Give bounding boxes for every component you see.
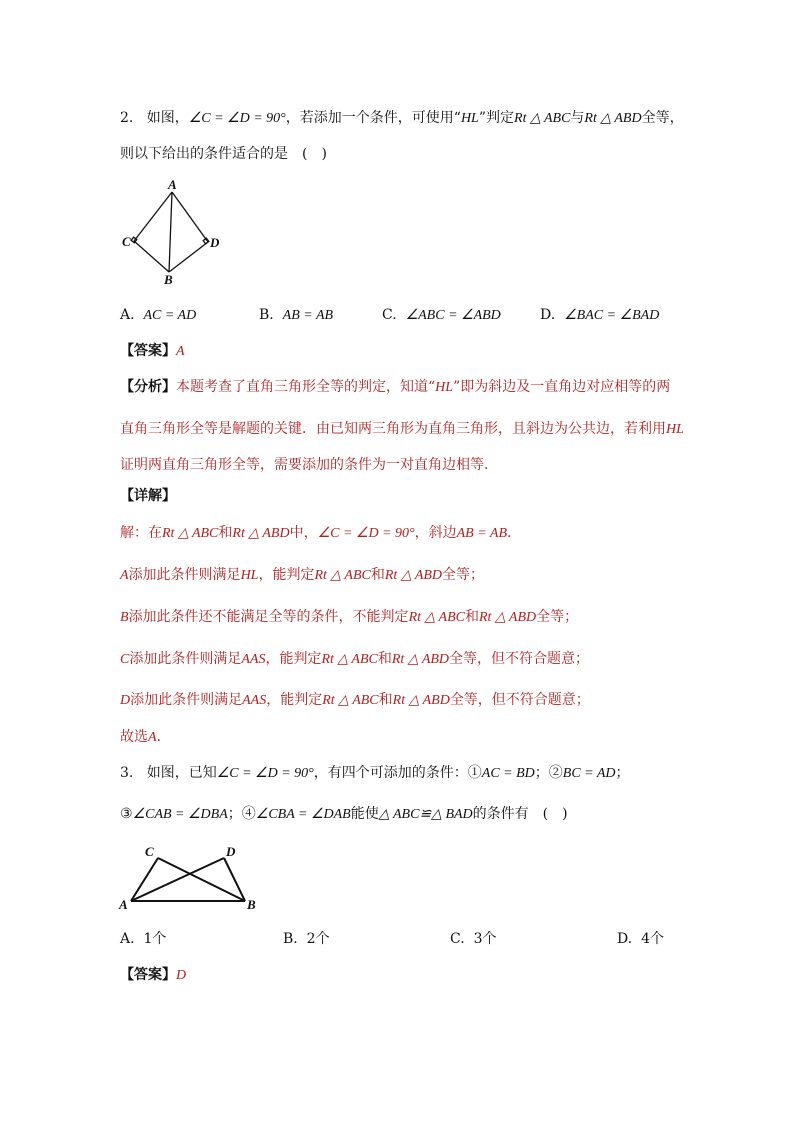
- q3-answer-line: [120, 965, 186, 986]
- q3-label-c: C: [145, 844, 154, 859]
- q2-seg-cb: [134, 241, 169, 272]
- q2-stem-a: 如图，: [146, 110, 189, 126]
- q2-option-a: [120, 305, 196, 326]
- q2-tri1: Rt △ ABC: [514, 111, 571, 126]
- q2-line-a-tri1: Rt △ ABC: [314, 568, 371, 583]
- q2-label-d: D: [210, 235, 220, 250]
- q2-sol-pre: 解：在: [120, 525, 162, 541]
- q2-analysis1b: ”即为斜边及一直角边对应相等的两: [453, 379, 671, 395]
- q2-analysis2a: 直角三角形全等是解题的关键．由已知两三角形为直角三角形，且斜边为公共边，若利用: [120, 421, 666, 437]
- q2-analysis-line2: [120, 419, 684, 440]
- q2-line-b-and: 和: [464, 609, 479, 625]
- q2-sol-c2: ，斜边: [414, 525, 457, 541]
- q2-solution-line: [120, 523, 521, 544]
- q3-c1: AC = BD: [481, 766, 535, 781]
- q2-line-d-tri2: Rt △ ABD: [392, 693, 450, 708]
- q2-option-d-text: ∠BAC = ∠BAD: [564, 308, 660, 323]
- q2-line-a-t3: 全等；: [442, 567, 485, 583]
- q2-line-b: [120, 607, 578, 628]
- q3-line2-a: ③: [120, 806, 133, 822]
- q2-sol-end: ．: [507, 525, 522, 541]
- q2-seg-ad: [172, 192, 208, 242]
- q3-option-a: [120, 929, 166, 949]
- q3-sep2: ；: [615, 765, 630, 781]
- q2-detail-tag: 【详解】: [120, 488, 176, 504]
- q3-option-d-letter: D.: [617, 931, 633, 947]
- q3-line2-c: 的条件有 ( ): [472, 806, 568, 822]
- q2-line-c-t2: ，能判定: [265, 651, 322, 667]
- q3-seg-db: [224, 858, 245, 901]
- q2-option-c-text: ∠ABC = ∠ABD: [405, 308, 501, 323]
- q2-line-a-rule: HL: [240, 568, 259, 583]
- q3-seg-cb: [158, 858, 245, 901]
- q3-sep1: ；②: [534, 765, 563, 781]
- q2-option-b-letter: B.: [259, 307, 274, 323]
- q2-analysis-line3: [120, 455, 498, 475]
- q2-line-d-letter: D: [120, 693, 131, 708]
- q2-line-a: [120, 565, 484, 586]
- q3-stem-line2: [120, 804, 568, 825]
- q2-sol-and: 和: [218, 525, 233, 541]
- q2-choose: A: [148, 730, 157, 745]
- q3-option-c: [450, 929, 497, 949]
- q2-line-b-t1: 添加此条件还不能满足全等的条件，不能判定: [128, 609, 409, 625]
- q2-stem-b: ，若添加一个条件，可使用“: [285, 110, 461, 126]
- q3-option-a-text: 1个: [143, 931, 167, 947]
- q2-line-d-t1: 添加此条件则满足: [130, 692, 243, 708]
- q2-condition: ∠C = ∠D = 90°: [188, 111, 286, 126]
- q2-answer: A: [176, 344, 185, 359]
- q3-condition: ∠C = ∠D = 90°: [216, 766, 314, 781]
- q2-option-b: [259, 305, 333, 326]
- q2-choose-pre: 故选: [120, 729, 148, 745]
- q2-detail-tag-line: [120, 486, 176, 506]
- q2-label-c: C: [122, 234, 131, 249]
- q3-figure: [116, 838, 266, 918]
- q2-answer-line: [120, 341, 185, 362]
- q2-line-d-and: 和: [378, 692, 393, 708]
- q3-option-c-letter: C.: [450, 931, 465, 947]
- q3-label-a: A: [119, 897, 128, 912]
- q2-number: 2.: [120, 110, 134, 126]
- q2-line-a-letter: A: [120, 568, 129, 583]
- q3-c2: BC = AD: [562, 766, 616, 781]
- q2-line-c-and: 和: [377, 651, 392, 667]
- q3-option-b: [283, 929, 330, 949]
- q2-line-c-rule: AAS: [241, 652, 266, 667]
- q2-figure-lines: [131, 192, 209, 272]
- q2-seg-ab: [169, 192, 172, 272]
- q2-seg-ac: [134, 192, 172, 241]
- q2-line-b-letter: B: [120, 610, 129, 625]
- q3-option-d: [617, 929, 664, 949]
- q2-option-c-letter: C.: [382, 307, 397, 323]
- q2-stem-d: 与: [570, 110, 585, 126]
- q2-line-c-tri1: Rt △ ABC: [321, 652, 378, 667]
- q2-line-a-tri2: Rt △ ABD: [384, 568, 443, 583]
- q3-option-c-text: 3个: [473, 931, 497, 947]
- q2-sol-mid: 中，: [289, 525, 318, 541]
- q2-line-b-t3: 全等；: [536, 609, 579, 625]
- q2-seg-db: [169, 242, 208, 272]
- q3-stem-line1: [120, 763, 630, 784]
- q2-line-a-t1: 添加此条件则满足: [128, 567, 241, 583]
- q2-answer-tag: 【答案】: [120, 343, 176, 359]
- q2-hl: HL: [460, 111, 479, 126]
- q2-analysis3: 证明两直角三角形全等，需要添加的条件为一对直角边相等．: [120, 457, 498, 473]
- q3-c3: ∠CAB = ∠DBA: [132, 807, 228, 822]
- q2-analysis-tag: 【分析】: [120, 379, 176, 395]
- q2-line-c-letter: C: [120, 652, 130, 667]
- q2-option-d: [540, 305, 659, 326]
- q2-line-c: [120, 649, 589, 670]
- q2-line-c-tri2: Rt △ ABD: [391, 652, 450, 667]
- q3-option-d-text: 4个: [641, 931, 665, 947]
- q3-option-b-letter: B.: [283, 931, 298, 947]
- q2-line-d-rule: AAS: [242, 693, 267, 708]
- q2-line-a-t2: ，能判定: [258, 567, 315, 583]
- q3-stem-b: ，有四个可添加的条件：①: [313, 765, 482, 781]
- q2-option-b-text: AB = AB: [282, 308, 334, 323]
- q3-line2-b: 能使: [350, 806, 379, 822]
- q2-option-c: [382, 305, 501, 326]
- q3-label-d: D: [226, 844, 236, 859]
- q3-answer-tag: 【答案】: [120, 967, 176, 983]
- q3-c4: ∠CBA = ∠DAB: [255, 807, 351, 822]
- q2-line-b-tri1: Rt △ ABC: [408, 610, 465, 625]
- q3-stem-a: 如图，已知: [146, 765, 217, 781]
- q2-option-a-text: AC = AD: [143, 308, 197, 323]
- q2-figure: [118, 172, 228, 288]
- q3-answer: D: [176, 968, 187, 983]
- q2-analysis1a: 本题考查了直角三角形全等的判定，知道“: [176, 379, 436, 395]
- q2-tri2: Rt △ ABD: [584, 111, 642, 126]
- q3-option-b-text: 2个: [306, 931, 330, 947]
- q2-analysis-line1: [120, 377, 670, 398]
- q2-line-c-t1: 添加此条件则满足: [129, 651, 242, 667]
- q2-stem-line1: [120, 108, 684, 129]
- q2-line-d-t2: ，能判定: [266, 692, 323, 708]
- q2-line-b-tri2: Rt △ ABD: [478, 610, 537, 625]
- q2-analysis2-hl: HL: [666, 422, 684, 437]
- q2-sol-t2: Rt △ ABD: [232, 526, 290, 541]
- q3-number: 3.: [120, 765, 134, 781]
- q3-congr: △ ABC≌△ BAD: [378, 807, 473, 822]
- q3-figure-lines: [131, 858, 245, 901]
- q2-analysis1-hl: HL: [435, 380, 454, 395]
- q2-line-d: [120, 690, 590, 711]
- q2-line-d-t3: 全等，但不符合题意；: [449, 692, 590, 708]
- q3-label-b: B: [247, 897, 256, 912]
- q2-stem-e: 全等，: [641, 110, 684, 126]
- q2-choose-line: [120, 727, 171, 748]
- q2-option-d-letter: D.: [540, 307, 556, 323]
- q3-sep3: ；④: [227, 806, 256, 822]
- q2-sol-t1: Rt △ ABC: [162, 526, 219, 541]
- q2-choose-end: ．: [156, 729, 171, 745]
- q2-option-a-letter: A.: [120, 307, 135, 323]
- q2-stem-line2: 则以下给出的条件适合的是 ( ): [120, 146, 327, 162]
- q2-line-c-t3: 全等，但不符合题意；: [449, 651, 590, 667]
- q3-option-a-letter: A.: [120, 931, 135, 947]
- q2-right-angle-d: [203, 238, 209, 244]
- q2-sol-ab: AB = AB: [456, 526, 508, 541]
- q2-line-a-and: 和: [370, 567, 385, 583]
- q2-label-a: A: [168, 177, 177, 192]
- q2-label-b: B: [164, 272, 173, 287]
- q2-stem-c: ”判定: [478, 110, 515, 126]
- q2-line-d-tri1: Rt △ ABC: [322, 693, 379, 708]
- q2-sol-cond: ∠C = ∠D = 90°: [317, 526, 415, 541]
